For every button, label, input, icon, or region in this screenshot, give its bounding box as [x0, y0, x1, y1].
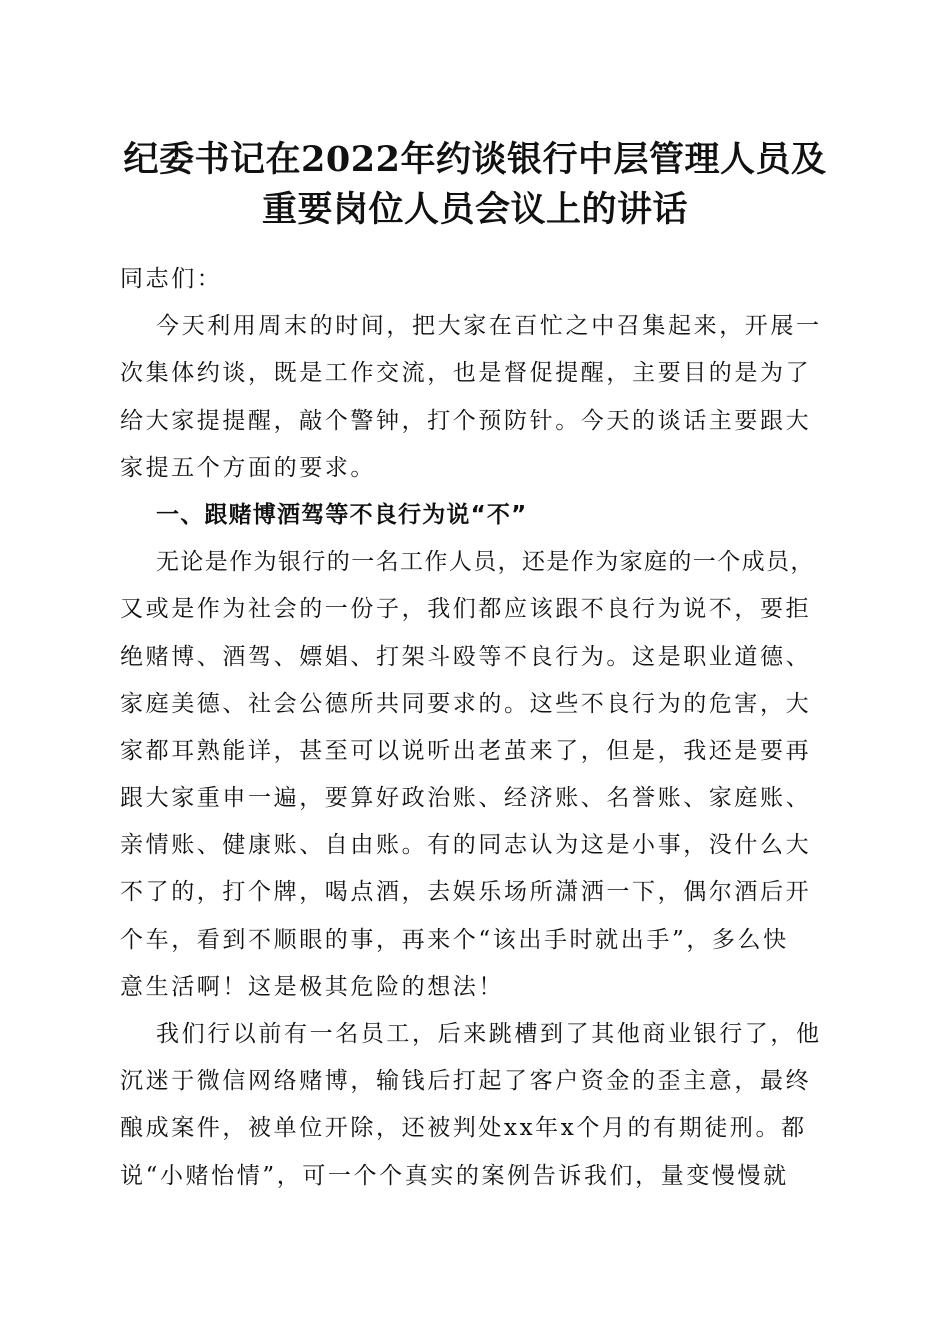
salutation: 同志们： [120, 266, 223, 292]
document-title [100, 135, 850, 235]
paragraph-line: 无论是作为银行的一名工作人员，还是作为家庭的一个成员， [156, 549, 815, 576]
paragraph-line: 家提五个方面的要求。 [120, 454, 376, 481]
document-body [120, 256, 822, 1200]
paragraph-line: 又或是作为社会的一份子，我们都应该跟不良行为说不，要拒 [120, 596, 812, 623]
paragraph-line: 家庭美德、社会公德所共同要求的。这些不良行为的危害，大 [120, 690, 812, 717]
paragraph-line: 给大家提提醒，敲个警钟，打个预防针。今天的谈话主要跟大 [120, 407, 812, 434]
paragraph-line: 沉迷于微信网络赌博，输钱后打起了客户资金的歪主意，最终 [120, 1068, 812, 1095]
paragraph-line: 意生活啊！这是极其危险的想法！ [120, 973, 504, 1000]
paragraph-line: 说“小赌怡情”，可一个个真实的案例告诉我们，量变慢慢就 [120, 1162, 789, 1189]
paragraph-line: 亲情账、健康账、自由账。有的同志认为这是小事，没什么大 [120, 832, 812, 859]
paragraph-bad-behavior [120, 539, 822, 1011]
paragraph-line: 今天利用周末的时间，把大家在百忙之中召集起来，开展一 [156, 313, 822, 340]
paragraph-line: 跟大家重申一遍，要算好政治账、经济账、名誉账、家庭账、 [120, 785, 812, 812]
paragraph-intro [120, 303, 822, 492]
paragraph-line: 酿成案件，被单位开除，还被判处xx年x个月的有期徒刑。都 [120, 1115, 807, 1142]
paragraph-case-example [120, 1011, 822, 1200]
paragraph-line: 我们行以前有一名员工，后来跳槽到了其他商业银行了，他 [156, 1021, 822, 1047]
title-line-2: 重要岗位人员会议上的讲话 [261, 189, 688, 230]
section-heading-1: 一、跟赌博酒驾等不良行为说“不” [156, 501, 528, 528]
paragraph-line: 绝赌博、酒驾、嫖娼、打架斗殴等不良行为。这是职业道德、 [120, 643, 812, 670]
paragraph-line: 个车，看到不顺眼的事，再来个“该出手时就出手”，多么快 [120, 926, 789, 953]
paragraph-line: 次集体约谈，既是工作交流，也是督促提醒，主要目的是为了 [120, 360, 812, 387]
title-line-1: 纪委书记在2022年约谈银行中层管理人员及 [123, 139, 827, 180]
paragraph-line: 不了的，打个牌，喝点酒，去娱乐场所潇洒一下，偶尔酒后开 [120, 879, 812, 906]
paragraph-line: 家都耳熟能详，甚至可以说听出老茧来了，但是，我还是要再 [120, 737, 812, 764]
